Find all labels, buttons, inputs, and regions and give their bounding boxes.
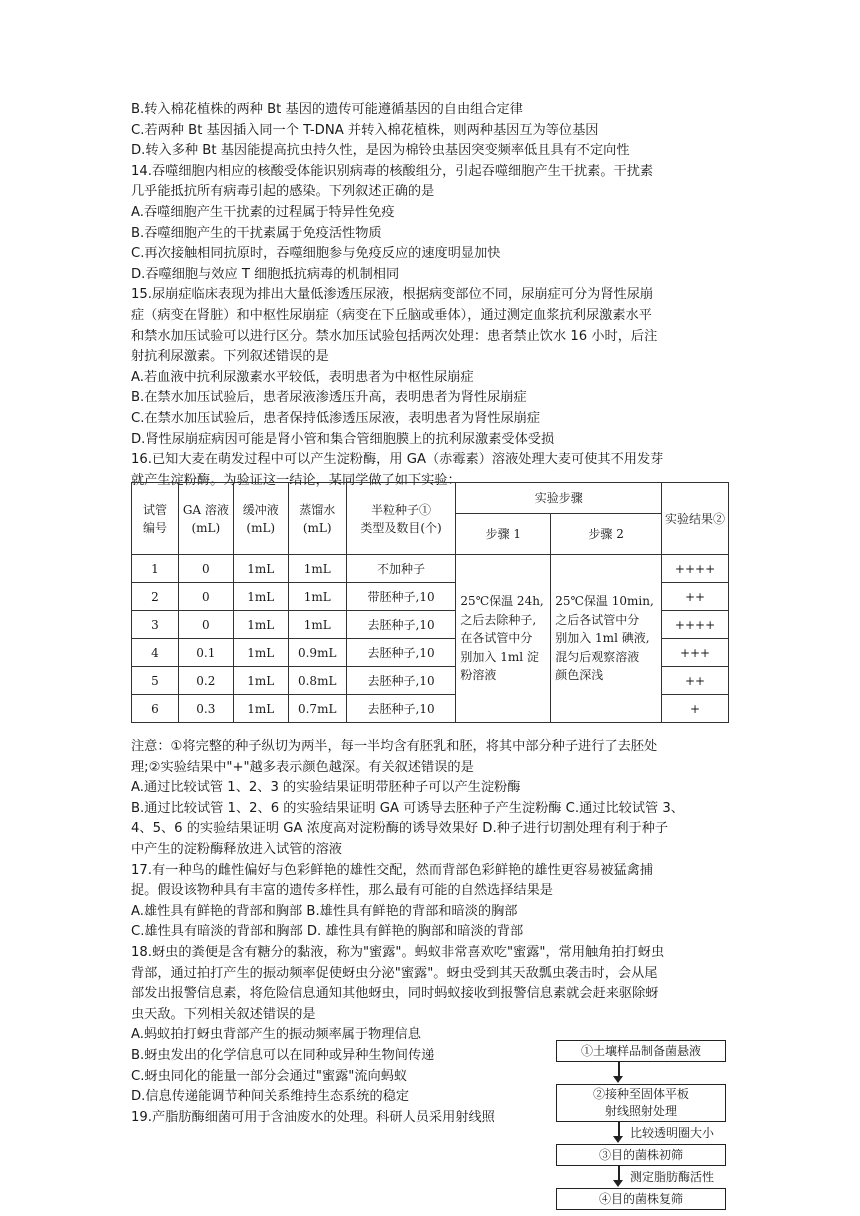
text-line: B.转入棉花植株的两种 Bt 基因的遗传可能遵循基因的自由组合定律 <box>131 102 523 117</box>
question-19-stem: 19.产脂肪酶细菌可用于含油废水的处理。科研人员采用射线照 <box>131 1109 495 1125</box>
question-text-top <box>131 100 731 491</box>
flow-arrow <box>556 1122 726 1144</box>
text-line: D.转入多种 Bt 基因能提高抗虫持久性，是因为棉铃虫基因突变频率低且具有不定向性 <box>131 143 630 159</box>
table-row: 4 0.1 1mL 0.9mL 去胚种子,10 +++ <box>132 639 729 667</box>
table-row: 3 0 1mL 1mL 去胚种子,10 ++++ <box>132 611 729 639</box>
option-a: A.蚂蚁拍打蚜虫背部产生的振动频率属于物理信息 <box>131 1027 421 1043</box>
flow-arrow <box>556 1062 726 1084</box>
flow-arrow-label: 测定脂肪酶活性 <box>630 1170 715 1184</box>
option-a-b: A.雄性具有鲜艳的背部和胸部 B.雄性具有鲜艳的背部和暗淡的胸部 <box>131 903 518 919</box>
text-line: 和禁水加压试验可以进行区分。禁水加压试验包括两次处理：患者禁止饮水 16 小时，后注 <box>131 328 658 344</box>
text-line: C.若两种 Bt 基因插入同一个 T-DNA 并转入棉花植株，则两种基因互为等位基因 <box>131 122 599 138</box>
flow-arrow-label: 比较透明圈大小 <box>630 1126 715 1140</box>
text-line: 虫天敌。下列相关叙述错误的是 <box>131 1006 316 1022</box>
flow-arrow <box>556 1166 726 1188</box>
experiment-table <box>131 482 729 723</box>
text-line: 症（病变在肾脏）和中枢性尿崩症（病变在下丘脑或垂体），通过测定血浆抗利尿激素水平 <box>131 307 652 323</box>
option-d: D.信息传递能调节种间关系维持生态系统的稳定 <box>131 1089 410 1105</box>
option-a: A.通过比较试管 1、2、3 的实验结果证明带胚种子可以产生淀粉酶 <box>131 780 521 796</box>
option-d: D.吞噬细胞与效应 T 细胞抵抗病毒的机制相同 <box>131 266 400 282</box>
option-b: B.吞噬细胞产生的干扰素属于免疫活性物质 <box>131 225 382 241</box>
option-d: D.肾性尿崩症病因可能是肾小管和集合管细胞膜上的抗利尿激素受体受损 <box>131 431 555 447</box>
text-line: 部发出报警信息素，将危险信息通知其他蚜虫，同时蚂蚁接收到报警信息素就会赶来驱除蚜 <box>131 986 659 1002</box>
text-line: 几乎能抵抗所有病毒引起的感染。下列叙述正确的是 <box>131 184 435 200</box>
option-c: C.在禁水加压试验后，患者保持低渗透压尿液，表明患者为肾性尿崩症 <box>131 410 541 426</box>
option-c-d: C.雄性具有暗淡的背部和胸部 D. 雄性具有鲜艳的胸部和暗淡的背部 <box>131 924 524 940</box>
note-line: 理;②实验结果中"+"越多表示颜色越深。有关叙述错误的是 <box>131 759 474 775</box>
note-line: 注意：①将完整的种子纵切为两半，每一半均含有胚乳和胚，将其中部分种子进行了去胚处 <box>131 739 658 754</box>
question-16-stem: 16.已知大麦在萌发过程中可以产生淀粉酶，用 GA（赤霉素）溶液处理大麦可使其不用发芽 <box>131 452 664 468</box>
flow-box-2: ②接种至固体平板 射线照射处理 <box>556 1084 726 1122</box>
text-line: 捉。假设该物种具有丰富的遗传多样性，那么最有可能的自然选择结果是 <box>131 883 553 899</box>
header-ga: GA 溶液 (mL) <box>178 483 233 555</box>
flow-box-1: ①土壤样品制备菌悬液 <box>556 1040 726 1062</box>
question-14-stem: 14.吞噬细胞内相应的核酸受体能识别病毒的核酸组分，引起吞噬细胞产生干扰素。干扰素 <box>131 163 654 179</box>
option-c: C.蚜虫同化的能量一部分会通过"蜜露"流向蚂蚁 <box>131 1068 408 1084</box>
option-a: A.若血液中抗利尿激素水平较低，表明患者为中枢性尿崩症 <box>131 369 474 385</box>
header-seed: 半粒种子① 类型及数目(个) <box>346 483 456 555</box>
flow-box-3: ③目的菌株初筛 <box>556 1144 726 1166</box>
table-row: 5 0.2 1mL 0.8mL 去胚种子,10 ++ <box>132 667 729 695</box>
header-water: 蒸馏水 (mL) <box>288 483 346 555</box>
option-c: C.再次接触相同抗原时，吞噬细胞参与免疫反应的速度明显加快 <box>131 246 501 262</box>
header-step1: 步骤 1 <box>456 514 551 555</box>
table-row: 1 0 1mL 1mL 不加种子 25℃保温 24h, 之后去除种子, 在各试管中分 别加入 1ml 淀 粉溶液 25℃保温 10min, 之后各试管中分 别加入 1ml 碘液, 混匀后观察溶液 颜色深浅 ++++ <box>132 555 729 583</box>
option-a: A.吞噬细胞产生干扰素的过程属于特异性免疫 <box>131 204 395 220</box>
step2-cell: 25℃保温 10min, 之后各试管中分 别加入 1ml 碘液, 混匀后观察溶液 颜色深浅 <box>551 555 662 723</box>
option-b: B.蚜虫发出的化学信息可以在同种或异种生物间传递 <box>131 1047 435 1063</box>
header-tube-no: 试管 编号 <box>132 483 179 555</box>
step1-cell: 25℃保温 24h, 之后去除种子, 在各试管中分 别加入 1ml 淀 粉溶液 <box>456 555 551 723</box>
header-step2: 步骤 2 <box>551 514 662 555</box>
option-b-c: B.通过比较试管 1、2、6 的实验结果证明 GA 可诱导去胚种子产生淀粉酶 C.通过比较试管 3、 <box>131 800 684 816</box>
text-line: 背部，通过拍打产生的振动频率促使蚜虫分泌"蜜露"。蚜虫受到其天敌瓢虫袭击时，会从尾 <box>131 965 658 981</box>
question-18-stem: 18.蚜虫的粪便是含有糖分的黏液，称为"蜜露"。蚂蚁非常喜欢吃"蜜露"，常用触角拍打蚜虫 <box>131 944 665 960</box>
table-row: 2 0 1mL 1mL 带胚种子,10 ++ <box>132 583 729 611</box>
text-line: 就产生淀粉酶。为验证这一结论，某同学做了如下实验： <box>131 472 461 488</box>
question-17-stem: 17.有一种鸟的雌性偏好与色彩鲜艳的雄性交配，然而背部色彩鲜艳的雄性更容易被猛禽捕 <box>131 862 654 878</box>
table-row: 6 0.3 1mL 0.7mL 去胚种子,10 + <box>132 695 729 723</box>
option-c-d: 4、5、6 的实验结果证明 GA 浓度高对淀粉酶的诱导效果好 D.种子进行切割处理有利于种子 <box>131 821 669 837</box>
question-15-stem: 15.尿崩症临床表现为排出大量低渗透压尿液，根据病变部位不同，尿崩症可分为肾性尿崩 <box>131 287 654 303</box>
flow-box-4: ④目的菌株复筛 <box>556 1188 726 1210</box>
option-d: 中产生的淀粉酶释放进入试管的溶液 <box>131 841 342 857</box>
text-line: 射抗利尿激素。下列叙述错误的是 <box>131 349 329 365</box>
option-b: B.在禁水加压试验后，患者尿液渗透压升高，表明患者为肾性尿崩症 <box>131 390 527 406</box>
header-steps: 实验步骤 <box>456 483 662 514</box>
screening-flowchart <box>556 1040 726 1210</box>
header-buffer: 缓冲液 (mL) <box>233 483 288 555</box>
header-result: 实验结果② <box>662 483 729 555</box>
